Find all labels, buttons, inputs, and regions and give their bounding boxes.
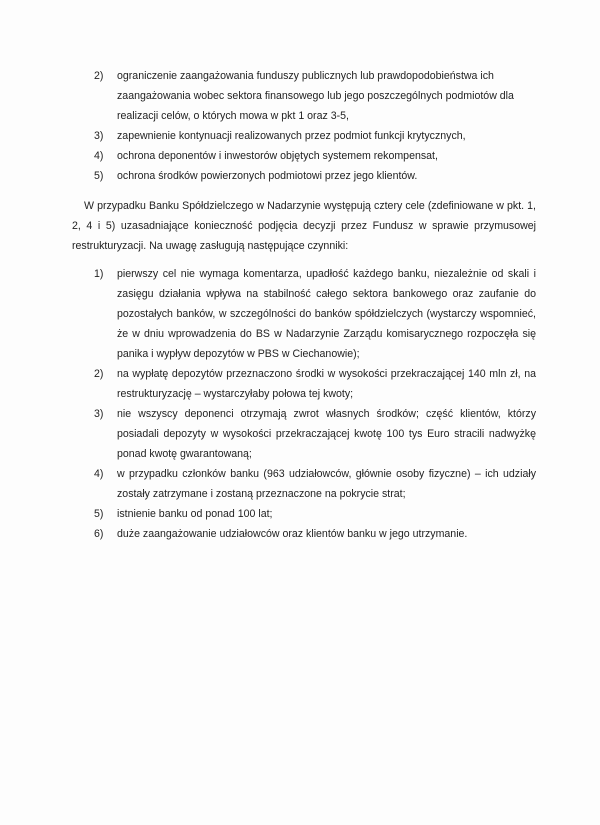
objectives-list <box>72 66 536 186</box>
list-item-text: istnienie banku od ponad 100 lat; <box>117 508 273 520</box>
list-item-text: na wypłatę depozytów przeznaczono środki w wysokości przekraczającej 140 mln zł, na restrukturyzację – wystarczyłaby połowa tej kwoty; <box>117 368 536 400</box>
list-item <box>72 504 536 524</box>
list-item <box>72 264 536 364</box>
body-paragraph: W przypadku Banku Spółdzielczego w Nadarzynie występują cztery cele (zdefiniowane w pkt. 1, 2, 4 i 5) uzasadniające konieczność podjęcia decyzji przez Fundusz w sprawie przymusowej restrukturyzacji. Na uwagę zasługują następujące czynniki: <box>72 200 536 252</box>
list-item-number: 1) <box>94 268 104 280</box>
list-item-text: ograniczenie zaangażowania funduszy publicznych lub prawdopodobieństwa ich zaangażowania wobec sektora finansowego lub jego poszczególnych podmiotów dla realizacji celów, o których mowa w pkt 1 oraz 3-5, <box>117 70 514 122</box>
list-item-text: w przypadku członków banku (963 udziałowców, głównie osoby fizyczne) – ich udziały zostały zatrzymane i zostaną przeznaczone na pokrycie strat; <box>117 468 536 500</box>
list-item-number: 2) <box>94 368 104 380</box>
list-item <box>72 404 536 464</box>
list-item-number: 5) <box>94 170 104 182</box>
list-item-text: duże zaangażowanie udziałowców oraz klientów banku w jego utrzymanie. <box>117 528 468 540</box>
list-item-number: 6) <box>94 528 104 540</box>
list-item-number: 4) <box>94 150 104 162</box>
list-item <box>72 166 536 186</box>
list-item-number: 4) <box>94 468 104 480</box>
list-item-text: nie wszyscy deponenci otrzymają zwrot własnych środków; część klientów, którzy posiadali depozyty w wysokości przekraczającej kwotę 100 tys Euro stracili nadwyżkę ponad kwotę gwarantowaną; <box>117 408 536 460</box>
list-item-text: ochrona deponentów i inwestorów objętych systemem rekompensat, <box>117 150 438 162</box>
list-item <box>72 464 536 504</box>
list-item-number: 2) <box>94 70 104 82</box>
document-body <box>72 66 536 544</box>
list-item-text: ochrona środków powierzonych podmiotowi przez jego klientów. <box>117 170 418 182</box>
list-item-text: pierwszy cel nie wymaga komentarza, upadłość każdego banku, niezależnie od skali i zasięgu działania wpływa na stabilność całego sektora bankowego oraz zaufanie do pozostałych banków, w szczególności do banków spółdzielczych (wystarczy wspomnieć, że w dniu wprowadzenia do BS w Nadarzynie Zarządu komisarycznego rozpoczęła się panika i wypływ depozytów w PBS w Ciechanowie); <box>117 268 536 360</box>
list-item <box>72 66 536 126</box>
list-item-number: 3) <box>94 130 104 142</box>
list-item-number: 5) <box>94 508 104 520</box>
list-item <box>72 364 536 404</box>
list-item <box>72 126 536 146</box>
list-item <box>72 524 536 544</box>
list-item-text: zapewnienie kontynuacji realizowanych przez podmiot funkcji krytycznych, <box>117 130 466 142</box>
factors-list <box>72 264 536 544</box>
list-item <box>72 146 536 166</box>
list-item-number: 3) <box>94 408 104 420</box>
